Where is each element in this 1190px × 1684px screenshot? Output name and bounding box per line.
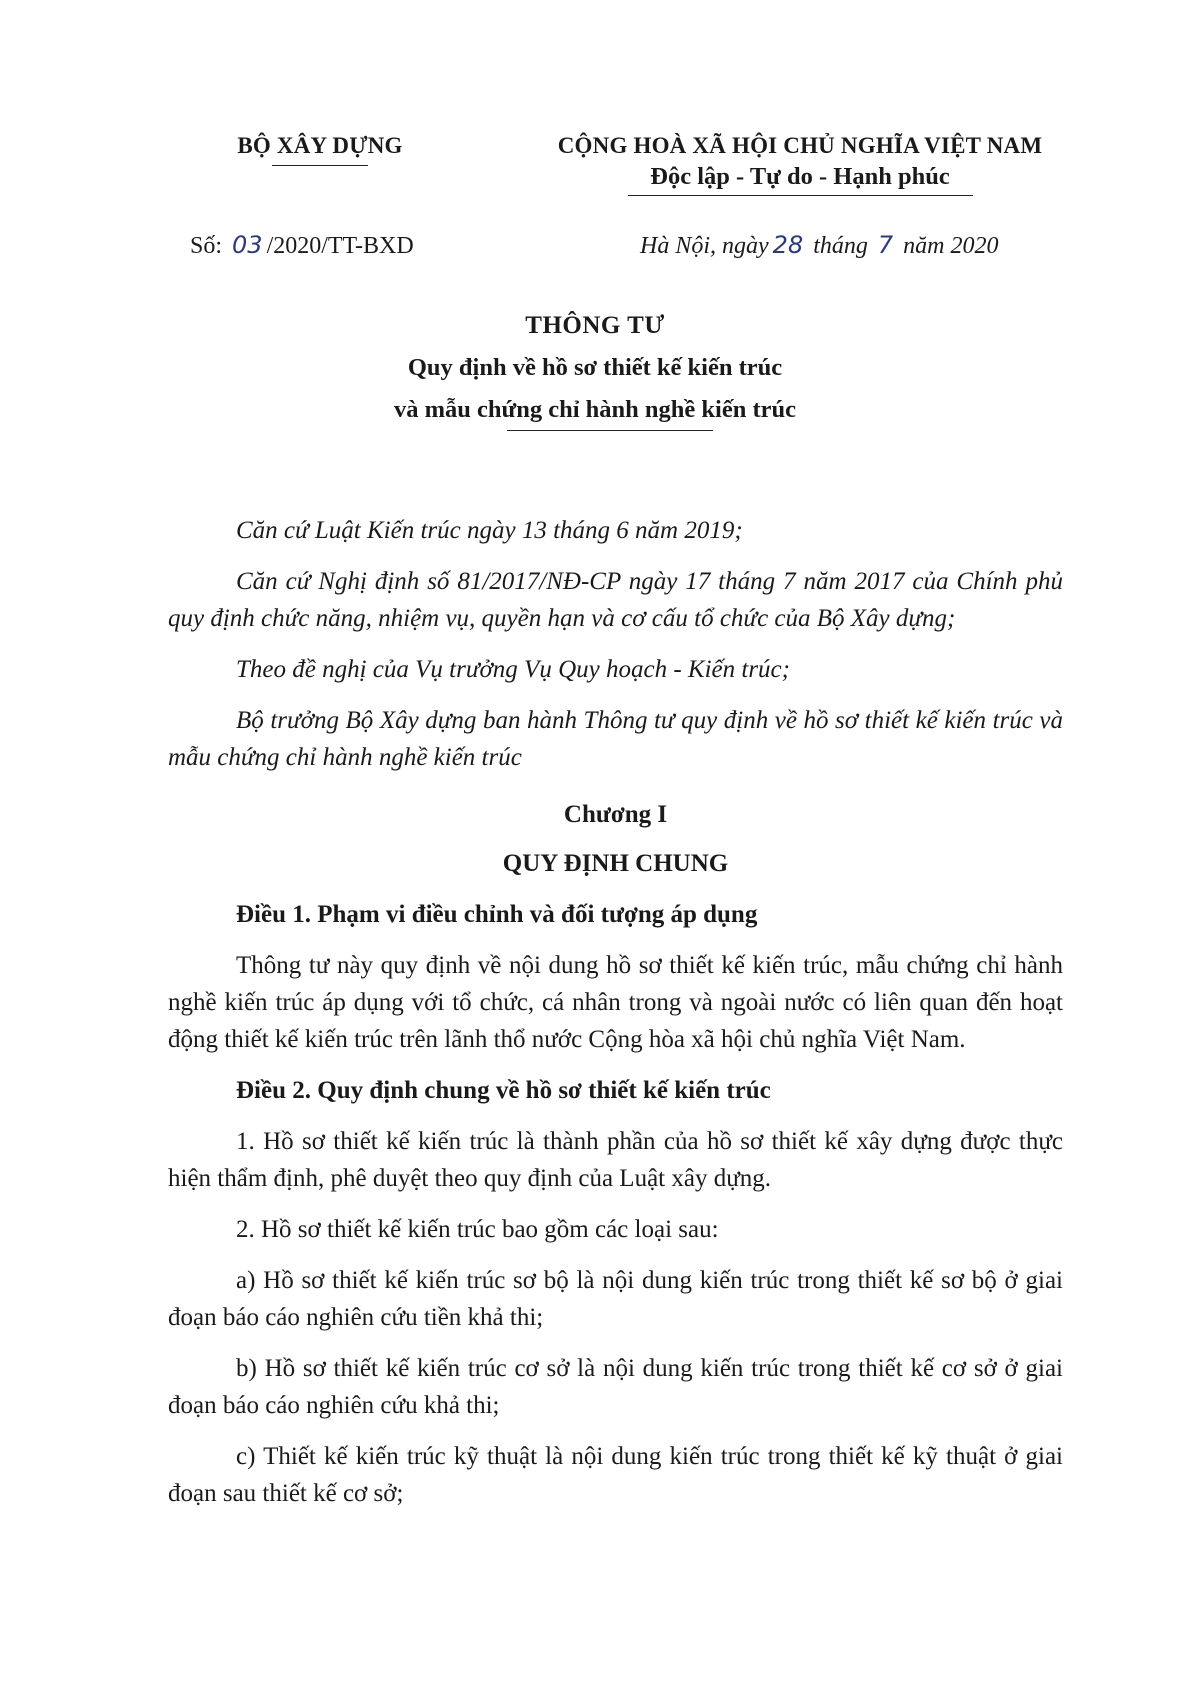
motto-underline: [628, 195, 973, 196]
national-motto: Độc lập - Tự do - Hạnh phúc: [650, 163, 950, 190]
date-place: Hà Nội, ngày: [640, 233, 769, 259]
nation-name: CỘNG HOÀ XÃ HỘI CHỦ NGHĨA VIỆT NAM: [557, 133, 1043, 158]
docno-prefix: Số:: [190, 233, 223, 259]
article-heading: Điều 1. Phạm vi điều chỉnh và đối tượng áp dụng: [236, 901, 758, 928]
document-type: THÔNG TƯ: [525, 312, 665, 339]
article-heading: Điều 2. Quy định chung về hồ sơ thiết kế kiến trúc: [236, 1077, 771, 1104]
article-paragraph: a) Hồ sơ thiết kế kiến trúc sơ bộ là nội dung kiến trúc trong thiết kế sơ bộ ở giai đoạn báo cáo nghiên cứu tiền khả thi;: [168, 1267, 1063, 1331]
article-paragraph: b) Hồ sơ thiết kế kiến trúc cơ sở là nội dung kiến trúc trong thiết kế cơ sở ở giai đoạn báo cáo nghiên cứu khả thi;: [168, 1355, 1063, 1419]
preamble-paragraph: Căn cứ Luật Kiến trúc ngày 13 tháng 6 năm 2019;: [236, 517, 743, 544]
date-year: năm 2020: [903, 233, 999, 259]
docno-suffix: /2020/TT-BXD: [266, 233, 414, 259]
preamble-paragraph: Theo đề nghị của Vụ trưởng Vụ Quy hoạch - Kiến trúc;: [236, 656, 790, 683]
preamble-paragraph: Bộ trưởng Bộ Xây dựng ban hành Thông tư quy định về hồ sơ thiết kế kiến trúc và mẫu chứng chỉ hành nghề kiến trúc: [168, 707, 1063, 771]
preamble-paragraph: Căn cứ Nghị định số 81/2017/NĐ-CP ngày 17 tháng 7 năm 2017 của Chính phủ quy định chức năng, nhiệm vụ, quyền hạn và cơ cấu tổ chức của Bộ Xây dựng;: [168, 568, 1063, 632]
title-line-2: và mẫu chứng chỉ hành nghề kiến trúc: [393, 396, 796, 423]
date-month-handwritten: 7: [877, 231, 894, 259]
title-line-1: Quy định về hồ sơ thiết kế kiến trúc: [407, 354, 783, 381]
chapter-number: Chương I: [563, 801, 668, 828]
ministry-name: BỘ XÂY DỰNG: [237, 133, 403, 158]
issue-date: [640, 231, 999, 260]
title-underline: [507, 430, 713, 431]
document-body: [168, 512, 1063, 1512]
chapter-name: QUY ĐỊNH CHUNG: [502, 850, 729, 877]
date-day-handwritten: 28: [772, 231, 804, 259]
issuing-authority: [215, 133, 425, 166]
national-header: [540, 133, 1060, 196]
article-paragraph: 1. Hồ sơ thiết kế kiến trúc là thành phần của hồ sơ thiết kế xây dựng được thực hiện thẩm định, phê duyệt theo quy định của Luật xây dựng.: [168, 1128, 1063, 1192]
document-title: [0, 312, 1190, 431]
document-number: [190, 231, 414, 260]
article-paragraph: 2. Hồ sơ thiết kế kiến trúc bao gồm các loại sau:: [236, 1216, 719, 1243]
article-paragraph: Thông tư này quy định về nội dung hồ sơ thiết kế kiến trúc, mẫu chứng chỉ hành nghề kiến trúc áp dụng với tổ chức, cá nhân trong và ngoài nước có liên quan đến hoạt động thiết kế kiến trúc trên lãnh thổ nước Cộng hòa xã hội chủ nghĩa Việt Nam.: [168, 952, 1063, 1053]
date-month-label: tháng: [813, 233, 868, 259]
ministry-underline: [272, 165, 368, 166]
article-paragraph: c) Thiết kế kiến trúc kỹ thuật là nội dung kiến trúc trong thiết kế kỹ thuật ở giai đoạn sau thiết kế cơ sở;: [168, 1443, 1063, 1507]
docno-handwritten: 03: [232, 231, 263, 259]
